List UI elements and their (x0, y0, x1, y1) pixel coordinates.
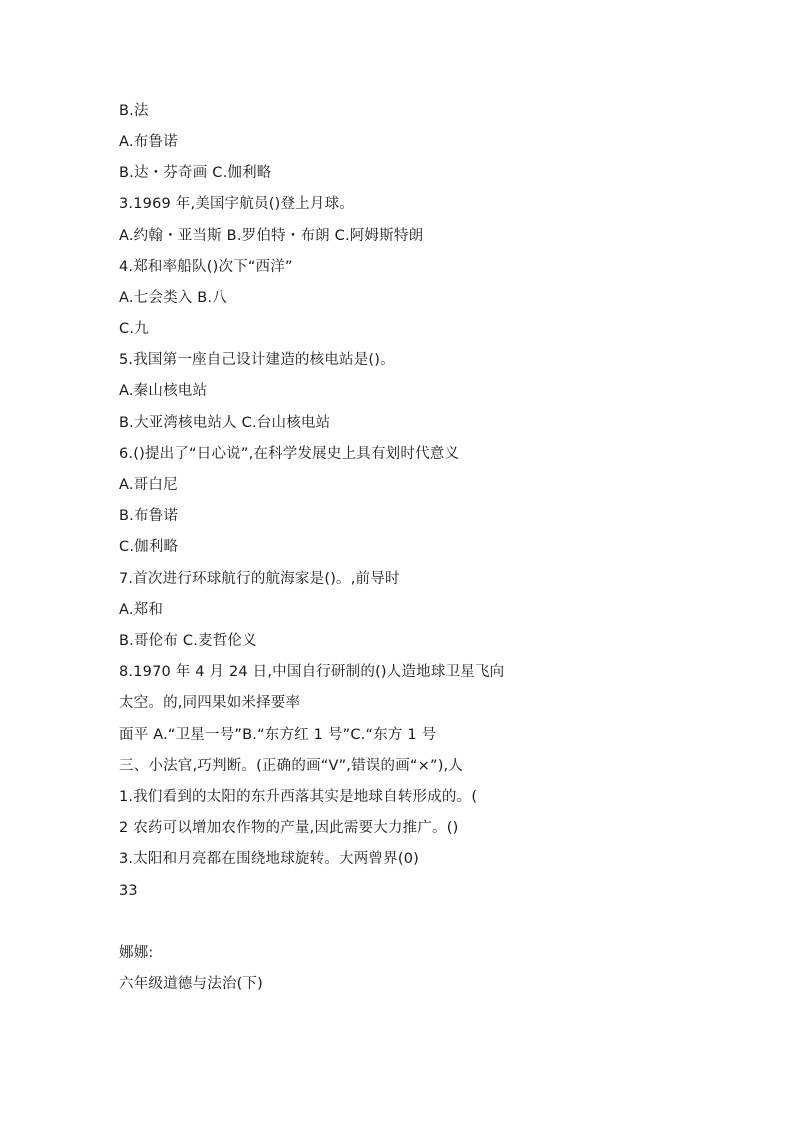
text-line: B.达・芬奇画 C.伽利略 (119, 165, 272, 181)
text-line: 太空。的,同四果如米择要率 (119, 695, 301, 711)
text-line: 6.()提出了“日心说”,在科学发展史上具有划时代意义 (119, 446, 460, 462)
text-line: 3.太阳和月亮都在围绕地球旋转。大两曾界(0) (119, 851, 419, 867)
text-line: B.哥伦布 C.麦哲伦义 (119, 633, 257, 649)
text-line: 2 农药可以增加农作物的产量,因此需要大力推广。() (119, 820, 459, 836)
text-line: A.约翰・亚当斯 B.罗伯特・布朗 C.阿姆斯特朗 (119, 228, 424, 244)
text-line: 4.郑和率船队()次下“西洋” (119, 259, 293, 275)
document-title: 六年级道德与法治(下) (119, 976, 264, 992)
text-line: A.哥白尼 (119, 477, 178, 493)
text-line: 三、小法官,巧判断。(正确的画“V”,错误的画“×”),人 (119, 758, 464, 774)
text-line: A.秦山核电站 (119, 383, 208, 399)
text-line: C.九 (119, 321, 149, 337)
text-line: 5.我国第一座自己设计建造的核电站是()。 (119, 352, 395, 368)
text-line: B.布鲁诺 (119, 508, 179, 524)
text-line: 3.1969 年,美国宇航员()登上月球。 (119, 196, 354, 212)
text-line: 8.1970 年 4 月 24 日,中国自行研制的()人造地球卫星飞向 (119, 664, 505, 680)
text-line: 面平 A.“卫星一号”B.“东方红 1 号”C.“东方 1 号 (119, 727, 437, 743)
text-line: 1.我们看到的太阳的东升西落其实是地球自转形成的。( (119, 789, 478, 805)
text-line: 7.首次进行环球航行的航海家是()。,前导时 (119, 571, 400, 587)
author-label: 娜娜: (119, 945, 154, 961)
text-line: A.郑和 (119, 602, 164, 618)
text-line: A.七会类入 B.八 (119, 290, 227, 306)
text-line: C.伽利略 (119, 539, 179, 555)
text-line: B.大亚湾核电站人 C.台山核电站 (119, 415, 331, 431)
text-line: B.法 (119, 103, 149, 119)
page-number: 33 (119, 883, 138, 899)
text-line: A.布鲁诺 (119, 134, 178, 150)
